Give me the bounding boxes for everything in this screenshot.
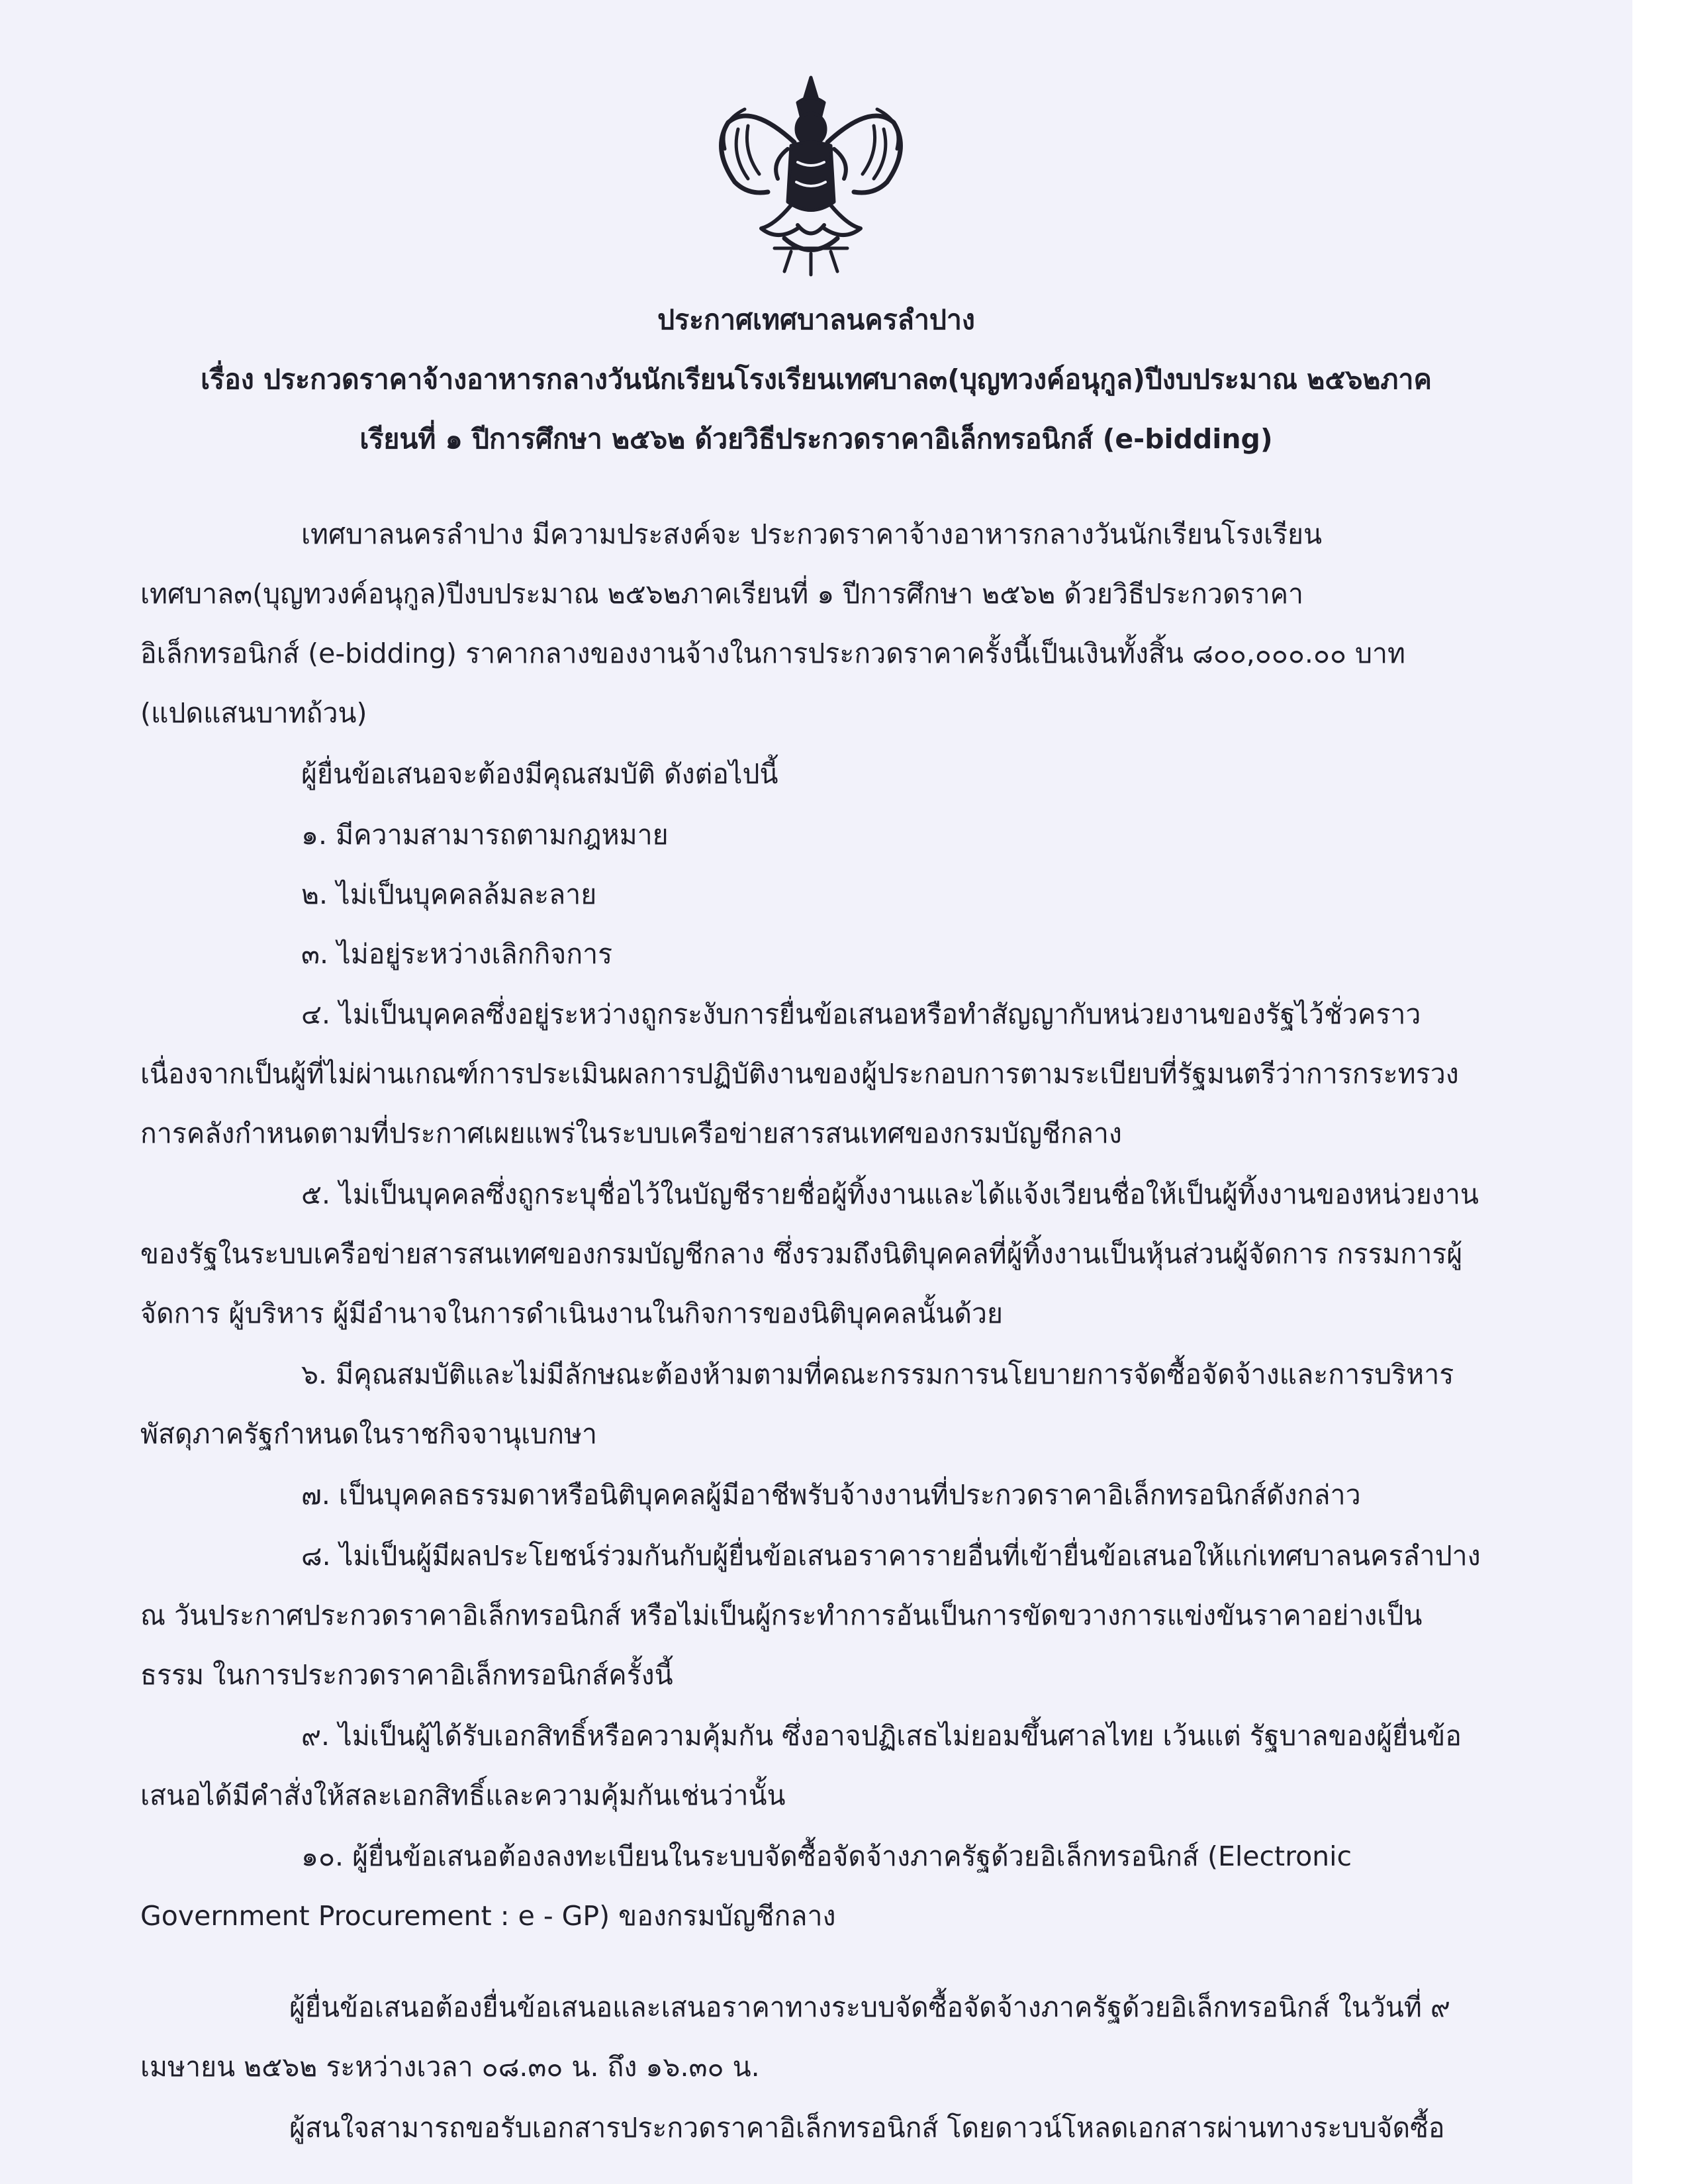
- qualification-item: ๙. ไม่เป็นผู้ได้รับเอกสิทธิ์หรือความคุ้มกัน ซึ่งอาจปฏิเสธไม่ยอมขึ้นศาลไทย เว้นแต่ รัฐบาลของผู้ยื่นข้อ: [301, 1720, 1462, 1752]
- qualification-item: ๖. มีคุณสมบัติและไม่มีลักษณะต้องห้ามตามที่คณะกรรมการนโยบายการจัดซื้อจัดจ้างและการบริหาร: [301, 1358, 1454, 1390]
- qualification-item: ๓. ไม่อยู่ระหว่างเลิกกิจการ: [301, 938, 613, 970]
- qualifications-heading: ผู้ยื่นข้อเสนอจะต้องมีคุณสมบัติ ดังต่อไปนี้: [301, 758, 778, 790]
- document-subject-line-1: เรื่อง ประกวดราคาจ้างอาหารกลางวันนักเรียนโรงเรียนเทศบาล๓(บุญทวงค์อนุกูล)ปีงบประมาณ ๒๕๖๒ภาค: [201, 363, 1432, 395]
- qualification-item-continued: พัสดุภาครัฐกำหนดในราชกิจจานุเบกษา: [140, 1418, 598, 1450]
- qualification-item-continued: เนื่องจากเป็นผู้ที่ไม่ผ่านเกณฑ์การประเมินผลการปฏิบัติงานของผู้ประกอบการตามระเบียบที่รัฐมนตรีว่าการกระทรวง: [140, 1058, 1459, 1090]
- qualification-item-continued: การคลังกำหนดตามที่ประกาศเผยแพร่ในระบบเครือข่ายสารสนเทศของกรมบัญชีกลาง: [140, 1117, 1122, 1149]
- qualification-item-continued: ธรรม ในการประกวดราคาอิเล็กทรอนิกส์ครั้งนี้: [140, 1659, 673, 1691]
- qualification-item-continued: ของรัฐในระบบเครือข่ายสารสนเทศของกรมบัญชีกลาง ซึ่งรวมถึงนิติบุคคลที่ผู้ทิ้งงานเป็นหุ้นส่วนผู้จัดการ กรรมการผู้: [140, 1238, 1463, 1270]
- qualification-item: ๗. เป็นบุคคลธรรมดาหรือนิติบุคคลผู้มีอาชีพรับจ้างงานที่ประกวดราคาอิเล็กทรอนิกส์ดังกล่าว: [301, 1479, 1361, 1511]
- qualification-item-continued: Government Procurement : e - GP) ของกรมบัญชีกลาง: [140, 1900, 836, 1932]
- qualification-item: ๔. ไม่เป็นบุคคลซึ่งอยู่ระหว่างถูกระงับการยื่นข้อเสนอหรือทำสัญญากับหน่วยงานของรัฐไว้ชั่วคราว: [301, 998, 1421, 1030]
- submission-line-1: ผู้ยื่นข้อเสนอต้องยื่นข้อเสนอและเสนอราคาทางระบบจัดซื้อจัดจ้างภาครัฐด้วยอิเล็กทรอนิกส์ ในวันที่ ๙: [289, 1991, 1450, 2023]
- qualification-item: ๘. ไม่เป็นผู้มีผลประโยชน์ร่วมกันกับผู้ยื่นข้อเสนอราคารายอื่นที่เข้ายื่นข้อเสนอให้แก่เทศบาลนครลำปาง: [301, 1540, 1481, 1572]
- qualification-item: ๕. ไม่เป็นบุคคลซึ่งถูกระบุชื่อไว้ในบัญชีรายชื่อผู้ทิ้งงานและได้แจ้งเวียนชื่อให้เป็นผู้ทิ้งงานของหน่วยงาน: [301, 1178, 1479, 1210]
- intro-line-2: เทศบาล๓(บุญทวงค์อนุกูล)ปีงบประมาณ ๒๕๖๒ภาคเรียนที่ ๑ ปีการศึกษา ๒๕๖๒ ด้วยวิธีประกวดราคา: [140, 578, 1304, 610]
- intro-line-3: อิเล็กทรอนิกส์ (e-bidding) ราคากลางของงานจ้างในการประกวดราคาครั้งนี้เป็นเงินทั้งสิ้น ๘๐๐,๐๐๐.๐๐ บาท: [140, 638, 1406, 669]
- submission-line-2: เมษายน ๒๕๖๒ ระหว่างเวลา ๐๘.๓๐ น. ถึง ๑๖.๓๐ น.: [140, 2051, 760, 2083]
- document-subject-line-2: เรียนที่ ๑ ปีการศึกษา ๒๕๖๒ ด้วยวิธีประกวดราคาอิเล็กทรอนิกส์ (e-bidding): [359, 423, 1273, 455]
- qualification-item-continued: ณ วันประกาศประกวดราคาอิเล็กทรอนิกส์ หรือไม่เป็นผู้กระทำการอันเป็นการขัดขวางการแข่งขันราคาอย่างเป็น: [140, 1599, 1423, 1631]
- qualification-item-continued: จัดการ ผู้บริหาร ผู้มีอำนาจในการดำเนินงานในกิจการของนิติบุคคลนั้นด้วย: [140, 1298, 1004, 1329]
- intro-line-4: (แปดแสนบาทถ้วน): [140, 697, 367, 729]
- download-line: ผู้สนใจสามารถขอรับเอกสารประกวดราคาอิเล็กทรอนิกส์ โดยดาวน์โหลดเอกสารผ่านทางระบบจัดซื้อ: [289, 2112, 1445, 2144]
- document-heading: ประกาศเทศบาลนครลำปาง: [657, 304, 975, 336]
- qualification-item-continued: เสนอได้มีคำสั่งให้สละเอกสิทธิ์และความคุ้มกันเช่นว่านั้น: [140, 1780, 786, 1811]
- qualification-item: ๑. มีความสามารถตามกฎหมาย: [301, 819, 669, 851]
- intro-line-1: เทศบาลนครลำปาง มีความประสงค์จะ ประกวดราคาจ้างอาหารกลางวันนักเรียนโรงเรียน: [301, 518, 1323, 550]
- scan-margin-strip: [1632, 0, 1688, 2184]
- garuda-emblem-icon: [698, 63, 923, 288]
- qualification-item: ๒. ไม่เป็นบุคคลล้มละลาย: [301, 878, 597, 910]
- qualification-item: ๑๐. ผู้ยื่นข้อเสนอต้องลงทะเบียนในระบบจัดซื้อจัดจ้างภาครัฐด้วยอิเล็กทรอนิกส์ (Electronic: [301, 1840, 1352, 1872]
